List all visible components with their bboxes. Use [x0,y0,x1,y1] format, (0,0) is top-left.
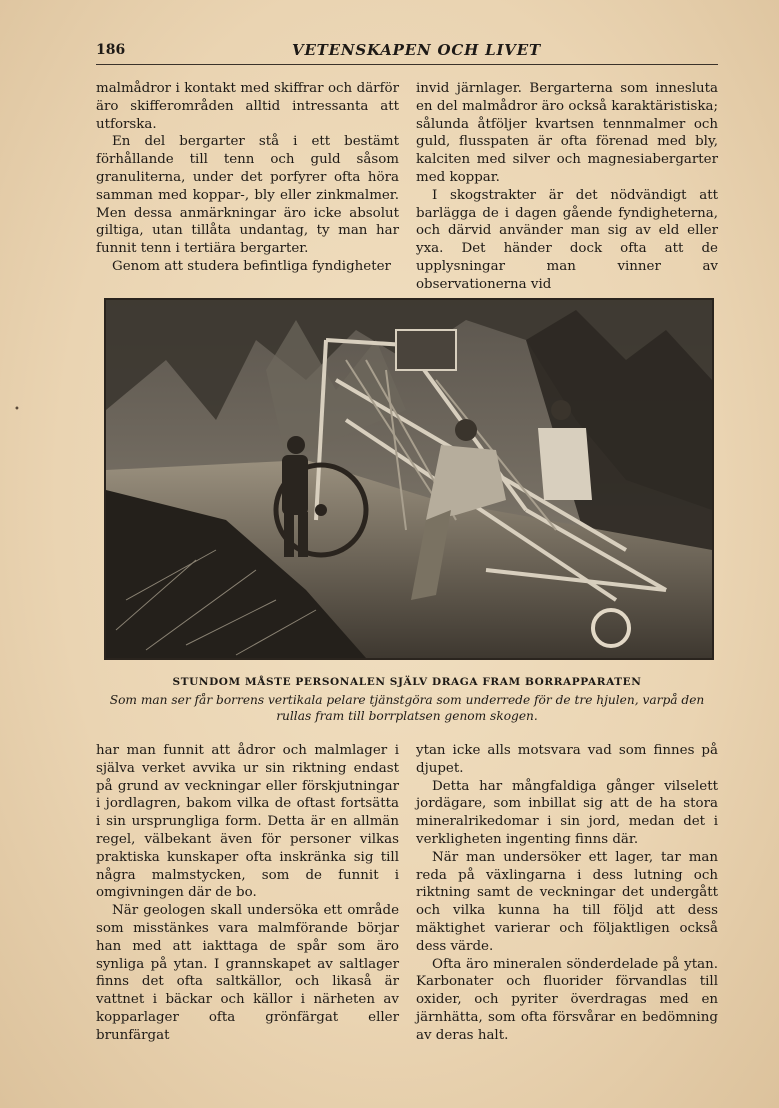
text-column-top-left [96,80,399,276]
paragraph: har man funnit att ådror och malmlager i själva verket avvika ur sin riktning endast på grund av veckningar eller förskjutningar i jordlagren, bakom vilka de oftast fortsätta i sin ursprungliga form. Detta är en allmän regel, välbekant även för personer vilkas praktiska kunskaper ofta inskränka sig till några malmstycken, som de funnit i omgivningen där de bo. [96,743,399,901]
paragraph: malmådror i kontakt med skiffrar och därför äro skifferområden alltid intressanta att utforska. [96,81,399,132]
text-column-bottom-left [96,742,399,1045]
figure-caption-title: STUNDOM MÅSTE PERSONALEN SJÄLV DRAGA FRAM BORRAPPARATEN [172,676,642,688]
paragraph: Genom att studera befintliga fyndigheter [112,258,391,274]
paragraph: I skogstrakter är det nödvändigt att barlägga de i dagen gående fyndigheterna, och därvid använder man sig av eld eller yxa. Det händer dock ofta att de upplysningar man vinner av observationerna vid [416,187,718,292]
drilling-rig-photo [106,300,712,658]
paragraph: invid järnlager. Bergarterna som innesluta en del malmådror äro också karaktäristiska; sålunda åtföljer kvartsen tennmalmer och guld, flusspaten är ofta förenad med bly, kalciten med silver och magnesiabergarter med koppar. [416,81,718,185]
paragraph: ytan icke alls motsvara vad som finnes på djupet. [416,743,718,776]
margin-dot: • [14,404,20,415]
paragraph: Ofta äro mineralen sönderdelade på ytan. Karbonater och fluorider förvandlas till oxider, och pyriter överdragas med en järnhätta, som ofta försvårar en bedömning av deras halt. [416,956,718,1043]
paragraph: En del bergarter stå i ett bestämt förhållande till tenn och guld såsom granuliterna, under det porfyrer ofta höra samman med koppar-, bly eller zinkmalmer. Men dessa anmärkningar äro icke absolut giltiga, utan tillåta undantag, ty man har funnit tenn i tertiära bergarter. [96,134,399,257]
photograph [104,298,714,660]
paragraph: När man undersöker ett lager, tar man reda på växlingarna i dess lutning och riktning samt de veckningar det undergått och vilka kunna ha till följd att dess mäktighet varierar och följaktligen också dess värde. [416,849,718,954]
text-column-top-right [416,80,718,294]
journal-title: VETENSKAPEN OCH LIVET [292,41,541,59]
page-number: 186 [96,42,126,58]
paragraph: När geologen skall undersöka ett område som misstänkes vara malmförande börjar han med att iakttaga de spår som äro synliga på ytan. I grannskapet av saltlager finns det ofta saltkällor, och likaså är vattnet i bäckar och källor i närheten av kopparlager ofta grönfärgat eller brunfärgat [96,903,399,1043]
text-column-bottom-right [416,742,718,1045]
running-header [96,40,718,65]
figure-caption-text: Som man ser får borrens vertikala pelare tjänstgöra som underrede för de tre hjulen, varpå den rullas fram till borrplatsen genom skogen. [109,693,705,723]
paragraph: Detta har mångfaldiga gånger vilselett jordägare, som inbillat sig att de ha stora mineralrikedomar i sin jord, medan det i verkligheten ingenting finns där. [416,778,718,847]
